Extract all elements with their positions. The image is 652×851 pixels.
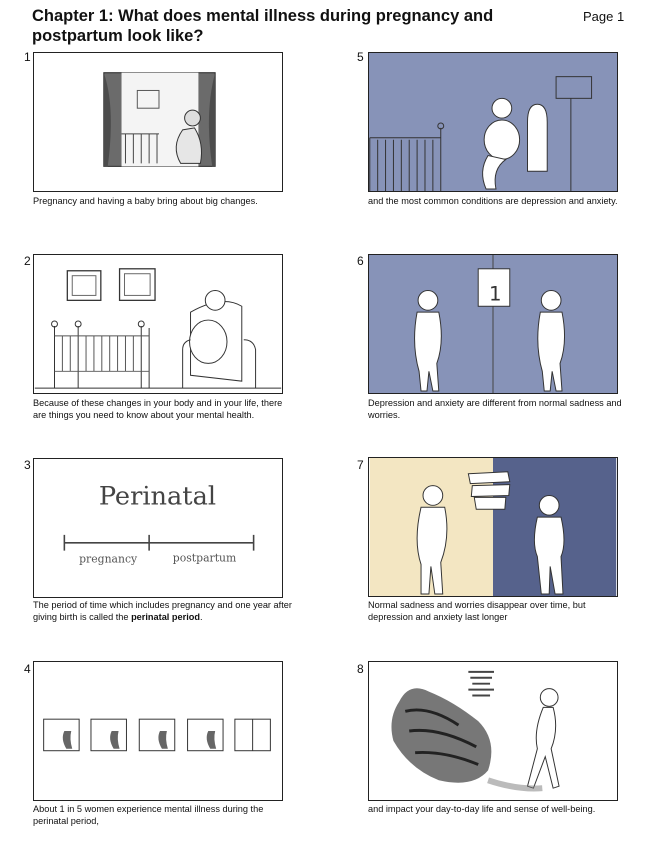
panel-7-drawing [368,457,618,597]
panel-1-caption: Pregnancy and having a baby bring about big changes. [33,196,258,206]
panel-4-caption: About 1 in 5 women experience mental illness during the perinatal period, [33,804,264,826]
panel-3-drawing [33,458,283,598]
pregnancy-label: pregnancy [79,552,138,566]
page-number: Page 1 [583,9,625,24]
panel-number-8: 8 [357,662,364,676]
panel-3-caption: The period of time which includes pregnancy and one year after giving birth is called the perinatal period. [33,600,292,622]
panel-number-2: 2 [24,254,31,268]
panel-number-6: 6 [357,254,364,268]
page-title: Chapter 1: What does mental illness during pregnancy and postpartum look like? [32,7,494,45]
panel-8-drawing [368,661,618,801]
panel-1-drawing [33,52,283,192]
calendar-icon: 1 [489,282,502,306]
postpartum-label: postpartum [172,551,237,565]
panel-7-caption: Normal sadness and worries disappear over time, but depression and anxiety last longer [368,600,586,622]
panel-8-caption: and impact your day-to-day life and sense of well-being. [368,804,596,814]
panel-5-caption: and the most common conditions are depression and anxiety. [368,196,618,206]
perinatal-period-bold: perinatal period [131,611,200,622]
panel-number-3: 3 [24,458,31,472]
panel-2-caption: Because of these changes in your body and in your life, there are things you need to know about your mental health. [33,398,283,420]
panel-number-1: 1 [24,50,31,64]
panel-number-4: 4 [24,662,31,676]
panel-6-drawing [368,254,618,394]
panel-5-drawing [368,52,618,192]
panel-4-drawing [33,661,283,801]
perinatal-label: Perinatal [98,481,217,512]
panel-2-drawing [33,254,283,394]
panel-number-5: 5 [357,50,364,64]
panel-number-7: 7 [357,458,364,472]
panel-6-caption: Depression and anxiety are different from normal sadness and worries. [368,398,622,420]
